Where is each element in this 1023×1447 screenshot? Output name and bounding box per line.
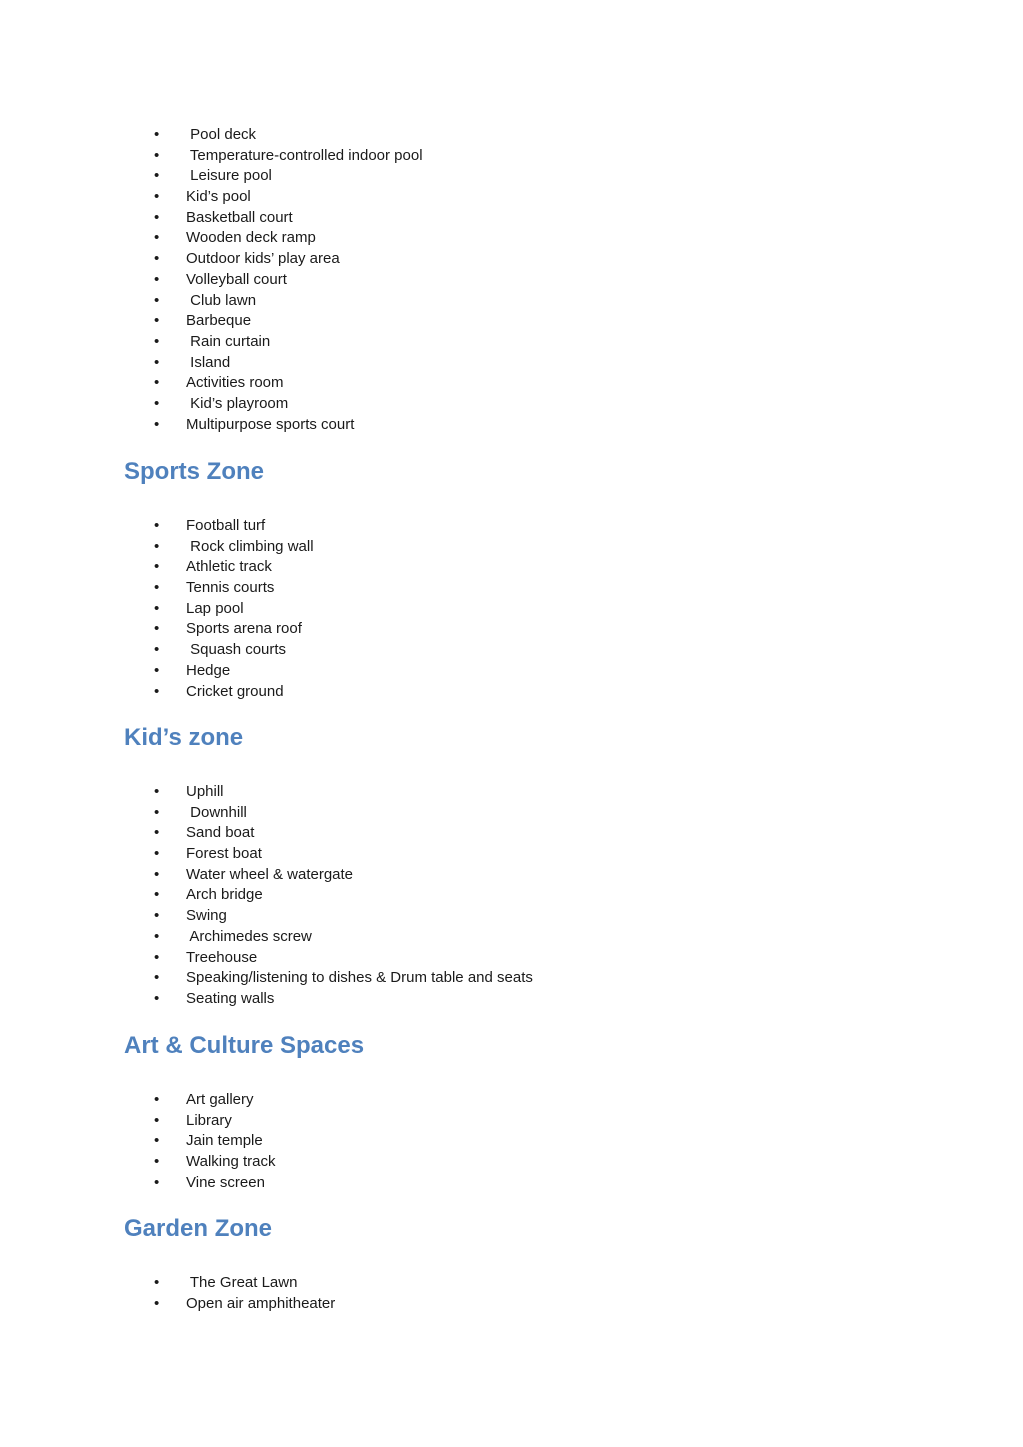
list-item: • Island (0, 353, 900, 374)
list-item: • Arch bridge (0, 885, 900, 906)
section-heading-art-culture: Art & Culture Spaces (124, 1032, 365, 1059)
list-item: • Barbeque (0, 311, 900, 332)
list-item: • Multipurpose sports court (0, 415, 900, 436)
list-item: • Club lawn (0, 291, 900, 312)
list-item: • The Great Lawn (0, 1273, 900, 1294)
list-item: • Downhill (0, 803, 900, 824)
list-item: • Lap pool (0, 599, 900, 620)
list-item: • Sand boat (0, 823, 900, 844)
list-item: • Swing (0, 906, 900, 927)
list-item: • Walking track (0, 1152, 900, 1173)
list-item: • Speaking/listening to dishes & Drum table and seats (0, 968, 900, 989)
list-item: • Kid’s playroom (0, 394, 900, 415)
section-heading-sports-zone: Sports Zone (124, 458, 265, 485)
list-item: • Open air amphitheater (0, 1294, 900, 1315)
list-item: • Treehouse (0, 948, 900, 969)
list-item: • Seating walls (0, 989, 900, 1010)
list-item: • Pool deck (0, 125, 900, 146)
section-heading-kids-zone: Kid’s zone (124, 724, 244, 751)
list-item: • Cricket ground (0, 682, 900, 703)
list-item: • Squash courts (0, 640, 900, 661)
list-item: • Kid’s pool (0, 187, 900, 208)
art-culture-list (0, 1090, 900, 1193)
list-item: • Sports arena roof (0, 619, 900, 640)
sports-zone-list (0, 516, 900, 702)
kids-zone-list (0, 782, 900, 1010)
garden-zone-list (0, 1273, 900, 1314)
list-item: • Temperature-controlled indoor pool (0, 146, 900, 167)
list-item: • Art gallery (0, 1090, 900, 1111)
list-item: • Library (0, 1111, 900, 1132)
list-item: • Archimedes screw (0, 927, 900, 948)
list-item: • Activities room (0, 373, 900, 394)
list-item: • Forest boat (0, 844, 900, 865)
list-item: • Vine screen (0, 1173, 900, 1194)
list-item: • Hedge (0, 661, 900, 682)
section-heading-garden-zone: Garden Zone (124, 1215, 273, 1242)
list-item: • Volleyball court (0, 270, 900, 291)
list-item: • Wooden deck ramp (0, 228, 900, 249)
list-item: • Tennis courts (0, 578, 900, 599)
list-item: • Rock climbing wall (0, 537, 900, 558)
list-item: • Water wheel & watergate (0, 865, 900, 886)
list-item: • Uphill (0, 782, 900, 803)
list-item: • Basketball court (0, 208, 900, 229)
amenities-list (0, 125, 900, 435)
list-item: • Leisure pool (0, 166, 900, 187)
list-item: • Rain curtain (0, 332, 900, 353)
list-item: • Jain temple (0, 1131, 900, 1152)
list-item: • Outdoor kids’ play area (0, 249, 900, 270)
list-item: • Athletic track (0, 557, 900, 578)
list-item: • Football turf (0, 516, 900, 537)
